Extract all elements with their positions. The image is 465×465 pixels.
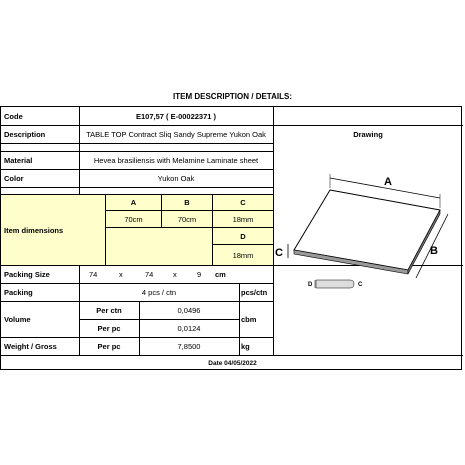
dim-value-a: 70cm	[106, 211, 161, 227]
packing-size-label: Packing Size	[4, 269, 50, 279]
color-label: Color	[4, 173, 24, 183]
dim-header-c: C	[213, 195, 273, 210]
weight-unit: kg	[241, 341, 250, 351]
drawing-label-c-small: C	[358, 282, 363, 288]
packing-size-x2: x	[173, 269, 177, 279]
drawing-label-d: D	[308, 282, 313, 288]
color-value: Yukon Oak	[157, 173, 195, 183]
material-label: Material	[4, 155, 33, 165]
dim-header-a: A	[106, 195, 161, 210]
table-top-drawing	[272, 150, 462, 305]
weight-label: Weight / Gross	[4, 341, 57, 351]
drawing-label-c: C	[275, 247, 283, 259]
description-value: TABLE TOP Contract Sliq Sandy Supreme Yukon Oak	[86, 129, 266, 139]
volume-per-pc-value: 0,0124	[177, 323, 201, 333]
volume-per-ctn-label: Per ctn	[96, 305, 122, 315]
dim-value-c: 18mm	[213, 211, 273, 227]
description-label: Description	[4, 129, 46, 139]
packing-size-a: 74	[89, 269, 98, 279]
dim-header-d: D	[213, 228, 273, 244]
packing-size-b: 74	[145, 269, 154, 279]
volume-per-pc-label: Per pc	[97, 323, 121, 333]
section-title: ITEM DESCRIPTION / DETAILS:	[173, 92, 292, 101]
packing-size-unit: cm	[215, 269, 226, 279]
dim-value-b: 70cm	[162, 211, 212, 227]
dim-value-d: 18mm	[213, 245, 273, 265]
dim-header-b: B	[162, 195, 212, 210]
document-date: Date 04/05/2022	[208, 360, 257, 367]
volume-unit: cbm	[241, 314, 257, 324]
weight-value: 7,8500	[177, 341, 201, 351]
drawing-label: Drawing	[353, 129, 383, 139]
packing-unit: pcs/ctn	[241, 287, 268, 297]
code-value: E107,57 ( E-00022371 )	[135, 111, 217, 121]
packing-size-x1: x	[119, 269, 123, 279]
material-value: Hevea brasiliensis with Melamine Laminate sheet	[93, 155, 259, 165]
volume-label: Volume	[4, 314, 31, 324]
packing-size-c: 9	[197, 269, 202, 279]
item-dimensions-label: Item dimensions	[1, 195, 105, 265]
drawing-label-a: A	[384, 176, 392, 188]
packing-value: 4 pcs / ctn	[141, 287, 177, 297]
packing-label: Packing	[4, 287, 33, 297]
code-label: Code	[4, 111, 23, 121]
drawing-label-b: B	[430, 245, 438, 257]
weight-per-pc-label: Per pc	[97, 341, 121, 351]
volume-per-ctn-value: 0,0496	[177, 305, 201, 315]
